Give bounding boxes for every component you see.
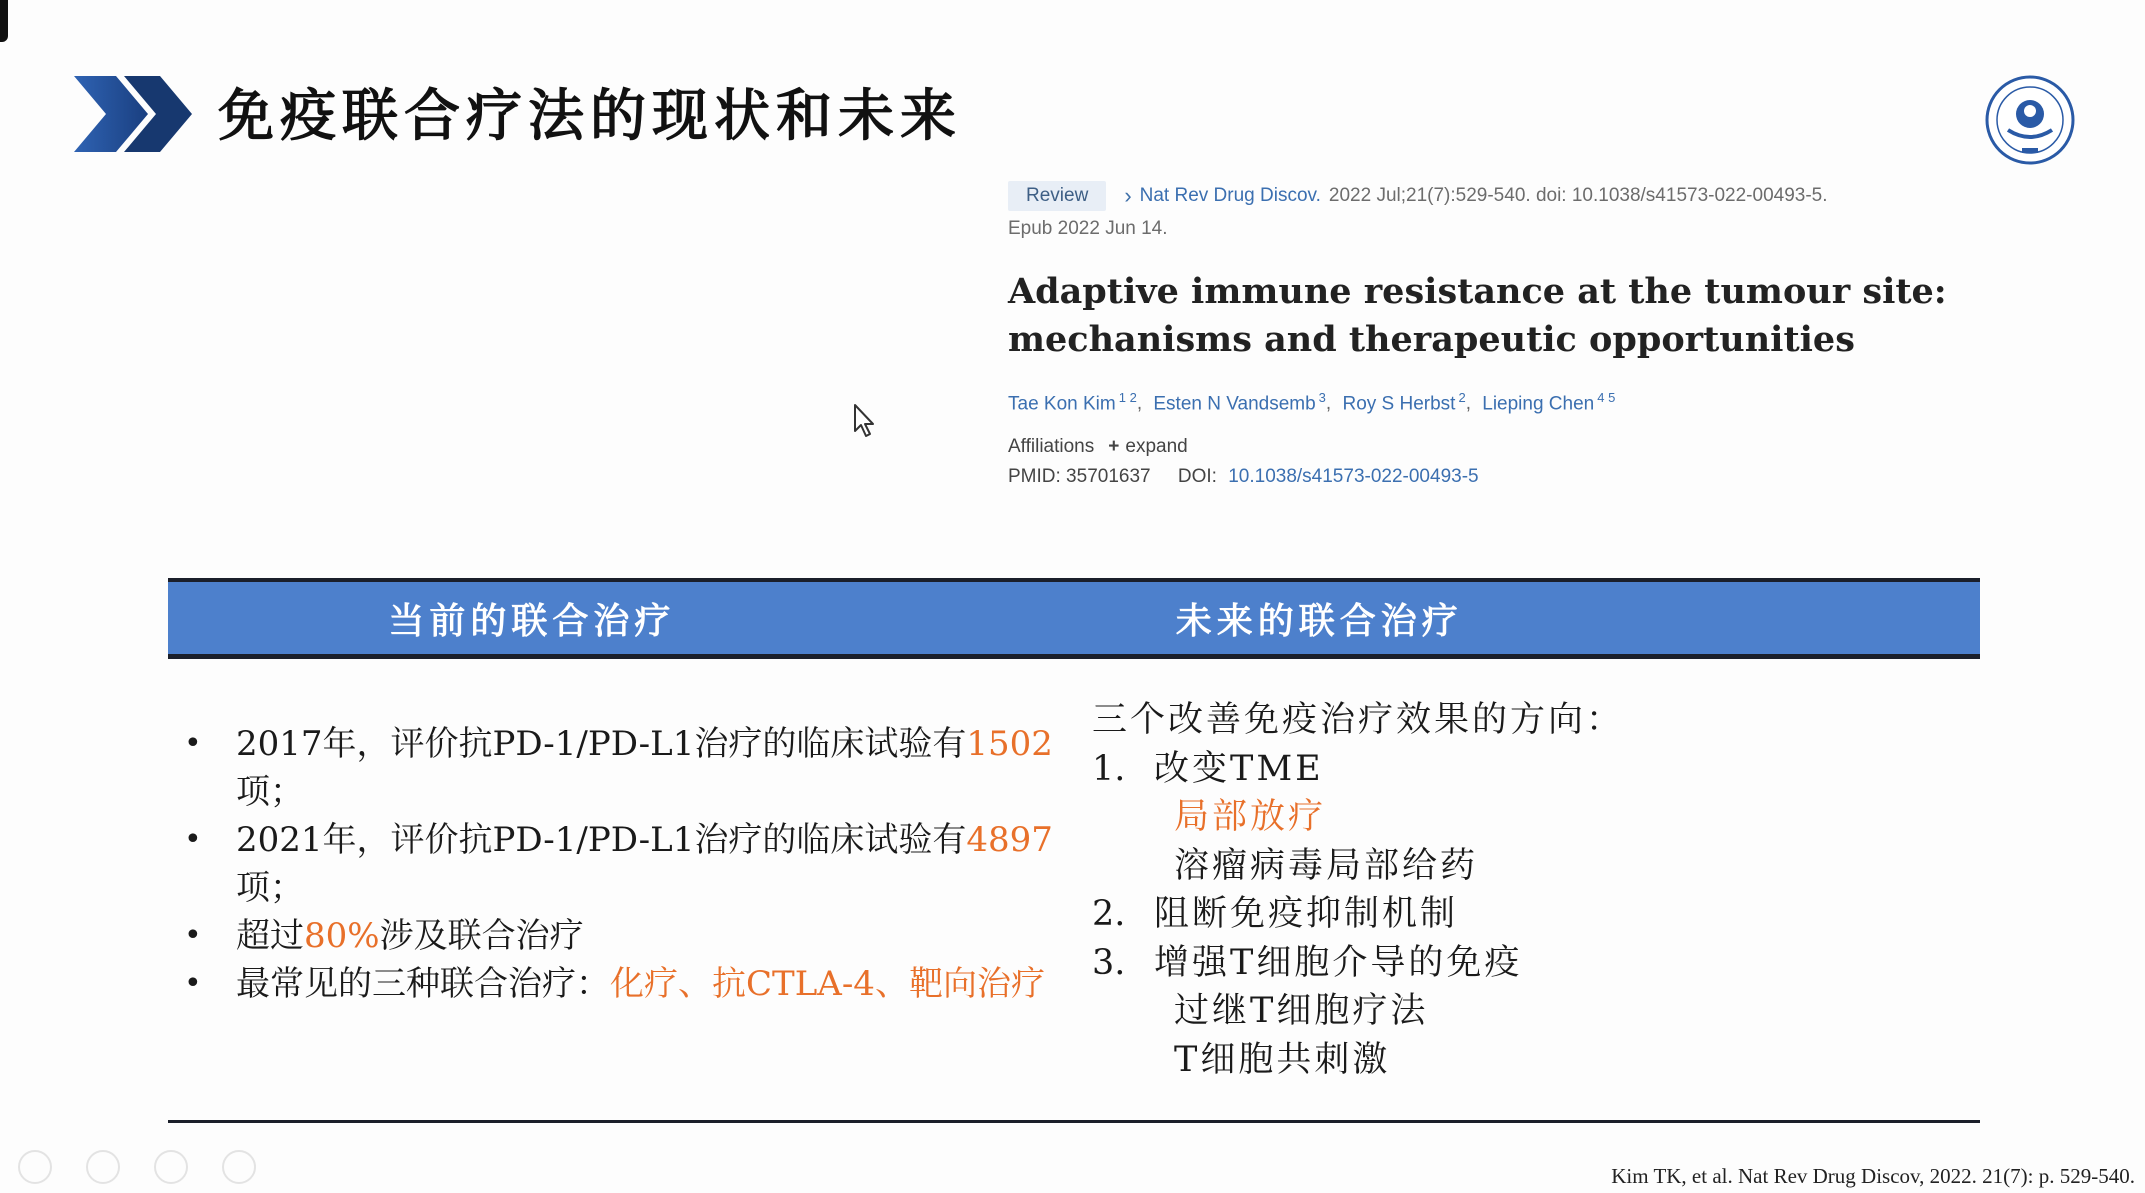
author-list: Tae Kon Kim $^{1 2}$, Esten N Vandsemb $^3$, Roy S Herbst $^2$, Lieping Chen $^{4 5}$ — [1008, 390, 1616, 415]
footer-citation: Kim TK, et al. Nat Rev Drug Discov, 2022. 21(7): p. 529-540. — [1611, 1164, 2135, 1188]
list-item: 3. 增强T细胞介导的免疫 — [1092, 942, 1523, 983]
plus-icon[interactable]: + — [1108, 436, 1120, 457]
epub-date: Epub 2022 Jun 14. — [1008, 218, 1168, 239]
author-affil-sup[interactable]: 3 — [1318, 390, 1326, 405]
affiliations-row — [1008, 436, 2008, 466]
author-link[interactable]: Esten N Vandsemb — [1153, 393, 1316, 415]
author-link[interactable]: Roy S Herbst — [1342, 393, 1456, 415]
expand-link[interactable]: expand — [1125, 436, 1188, 457]
sub-list-item: 局部放疗 — [1174, 797, 1327, 837]
mouse-pointer-icon — [853, 403, 879, 439]
author-link[interactable]: Tae Kon Kim — [1008, 393, 1116, 415]
edge-marker — [0, 0, 8, 42]
paper-title: Adaptive immune resistance at the tumour site: mechanisms and therapeutic opportunities — [1008, 271, 1947, 360]
doi-label: DOI: — [1177, 466, 1217, 487]
chevron-arrows-icon — [74, 76, 202, 152]
author-link[interactable]: Lieping Chen — [1482, 393, 1595, 415]
toolbar-control-icon[interactable] — [86, 1150, 120, 1184]
review-badge[interactable]: Review — [1008, 181, 1106, 211]
pmid-text: PMID: 35701637 — [1008, 466, 1151, 487]
sub-list-item: 溶瘤病毒局部给药 — [1174, 845, 1479, 886]
comparison-header — [168, 582, 1980, 654]
presentation-toolbar — [18, 1150, 256, 1184]
current-therapy-header: 当前的联合治疗 — [388, 599, 676, 642]
university-seal-logo — [1984, 74, 2076, 166]
doi-link[interactable]: 10.1038/s41573-022-00493-5 — [1228, 466, 1479, 487]
author-affil-sup[interactable]: 1 2 — [1118, 390, 1137, 405]
paper-card — [1008, 178, 2008, 496]
slide-title: 免疫联合疗法的现状和未来 — [218, 83, 962, 149]
list-item: • 超过80%涉及联合治疗 — [184, 912, 1064, 960]
toolbar-control-icon[interactable] — [154, 1150, 188, 1184]
list-item: • 2021年，评价抗PD-1/PD-L1治疗的临床试验有4897项； — [184, 816, 1064, 912]
current-therapy-list — [184, 720, 1064, 1008]
footer-rule — [168, 1120, 1980, 1123]
list-item: 1. 改变TME — [1092, 748, 1324, 789]
journal-link[interactable]: Nat Rev Drug Discov. — [1139, 185, 1321, 206]
band-bottom-rule — [168, 654, 1980, 659]
toolbar-control-icon[interactable] — [18, 1150, 52, 1184]
sub-list-item: T细胞共刺激 — [1174, 1039, 1391, 1080]
list-item: • 2017年，评价抗PD-1/PD-L1治疗的临床试验有1502项； — [184, 720, 1064, 816]
identifiers-row — [1008, 466, 2008, 496]
list-item: 2. 阻断免疫抑制机制 — [1092, 894, 1459, 934]
chevron-right-icon: › — [1124, 183, 1132, 208]
future-therapy-list — [1092, 696, 1952, 1084]
future-intro: 三个改善免疫治疗效果的方向： — [1092, 700, 1625, 740]
paper-meta-row — [1008, 178, 2008, 214]
citation-text: 2022 Jul;21(7):529-540. doi: 10.1038/s41573-022-00493-5. — [1328, 185, 1828, 206]
list-item: • 最常见的三种联合治疗：化疗、抗CTLA-4、靶向治疗 — [184, 960, 1064, 1008]
affiliations-label: Affiliations — [1008, 436, 1095, 457]
toolbar-control-icon[interactable] — [222, 1150, 256, 1184]
future-therapy-header: 未来的联合治疗 — [1175, 599, 1463, 642]
author-affil-sup[interactable]: 4 5 — [1597, 390, 1616, 405]
author-affil-sup[interactable]: 2 — [1458, 390, 1466, 405]
sub-list-item: 过继T细胞疗法 — [1174, 991, 1429, 1031]
